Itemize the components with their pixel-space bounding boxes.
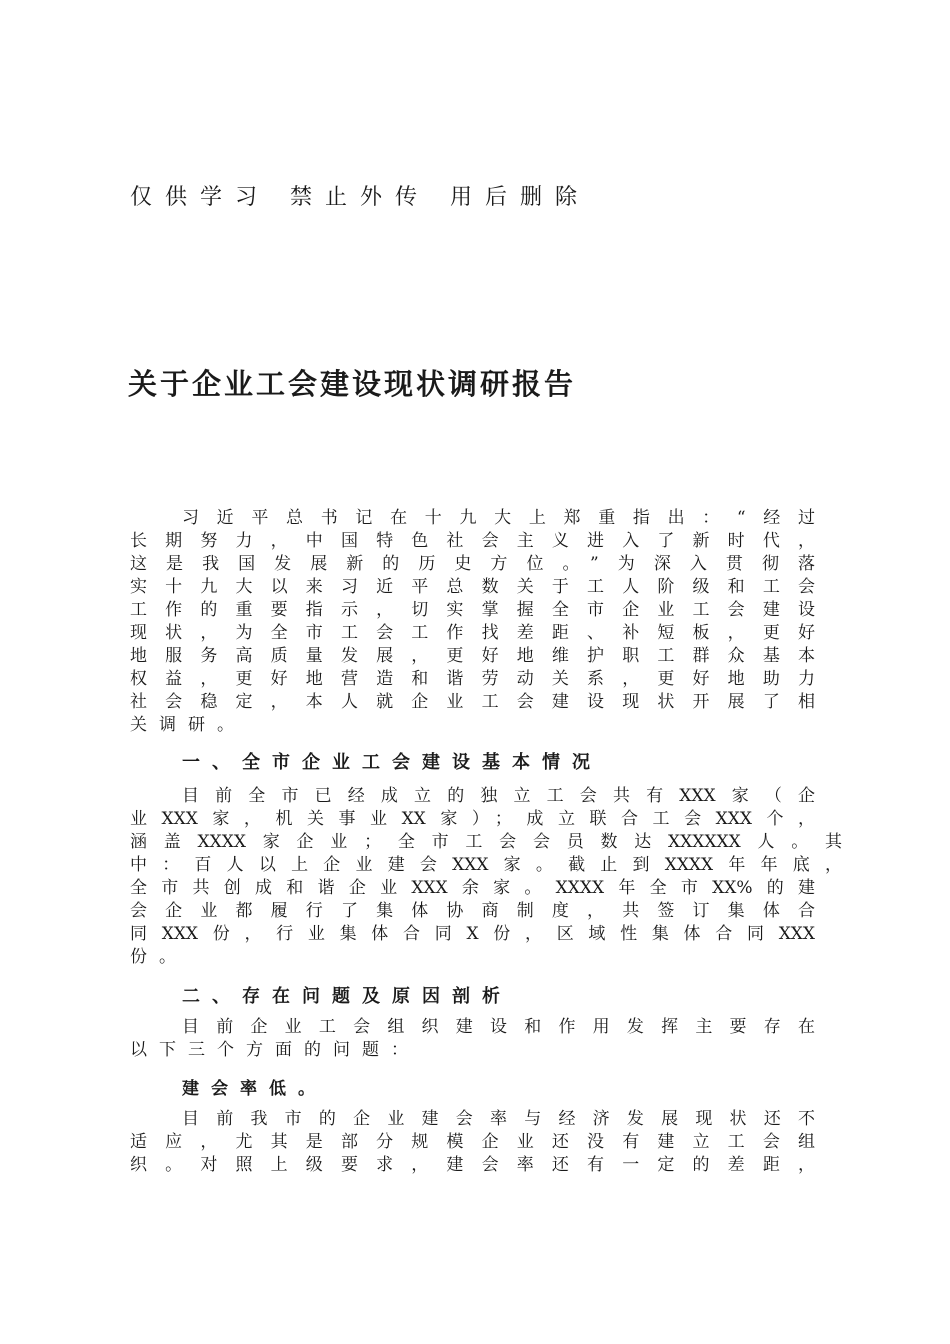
paragraph-line: 会企业都履行了集体协商制度，共签订集体合 (130, 901, 815, 921)
paragraph-line: 实十九大以来习近平总数关于工人阶级和工会 (130, 577, 815, 597)
paragraph-line: 习近平总书记在十九大上郑重指出：“经过 (182, 508, 815, 528)
subsection-heading: 建会率低。 (182, 1079, 327, 1099)
watermark-notice: 仅供学习 禁止外传 用后删除 (130, 185, 590, 210)
paragraph-line: 份。 (130, 947, 188, 967)
paragraph-line: 同XXX份，行业集体合同X份，区域性集体合同XXX (130, 924, 815, 944)
section-heading: 二、存在问题及原因剖析 (182, 986, 512, 1007)
paragraph-line: 权益，更好地营造和谐劳动关系，更好地助力 (130, 669, 815, 689)
paragraph-line: 以下三个方面的问题： (130, 1040, 420, 1060)
paragraph-line: 业XXX家，机关事业XX家）；成立联合工会XXX个， (130, 809, 815, 829)
paragraph-line: 长期努力，中国特色社会主义进入了新时代， (130, 531, 815, 551)
paragraph-line: 目前企业工会组织建设和作用发挥主要存在 (182, 1017, 815, 1037)
document-title: 关于企业工会建设现状调研报告 (128, 367, 577, 401)
paragraph-line: 地服务高质量发展，更好地维护职工群众基本 (130, 646, 815, 666)
paragraph-line: 目前全市已经成立的独立工会共有XXX家（企 (182, 786, 815, 806)
paragraph-line: 现状，为全市工会工作找差距、补短板，更好 (130, 623, 815, 643)
paragraph-line: 这是我国发展新的历史方位。”为深入贯彻落 (130, 554, 815, 574)
paragraph-line: 全市共创成和谐企业XXX余家。XXXX年全市XX%的建 (130, 878, 815, 898)
section-heading: 一、全市企业工会建设基本情况 (182, 752, 602, 773)
paragraph-line: 适应，尤其是部分规模企业还没有建立工会组 (130, 1132, 815, 1152)
paragraph-line: 工作的重要指示，切实掌握全市企业工会建设 (130, 600, 815, 620)
paragraph-line: 织。对照上级要求，建会率还有一定的差距， (130, 1155, 815, 1175)
paragraph-line: 关调研。 (130, 715, 246, 735)
paragraph-line: 社会稳定，本人就企业工会建设现状开展了相 (130, 692, 815, 712)
paragraph-line: 涵盖XXXX家企业；全市工会会员数达XXXXXX人。其 (130, 832, 842, 852)
paragraph-line: 目前我市的企业建会率与经济发展现状还不 (182, 1109, 815, 1129)
paragraph-line: 中：百人以上企业建会XXX家。截止到XXXX年年底， (130, 855, 842, 875)
